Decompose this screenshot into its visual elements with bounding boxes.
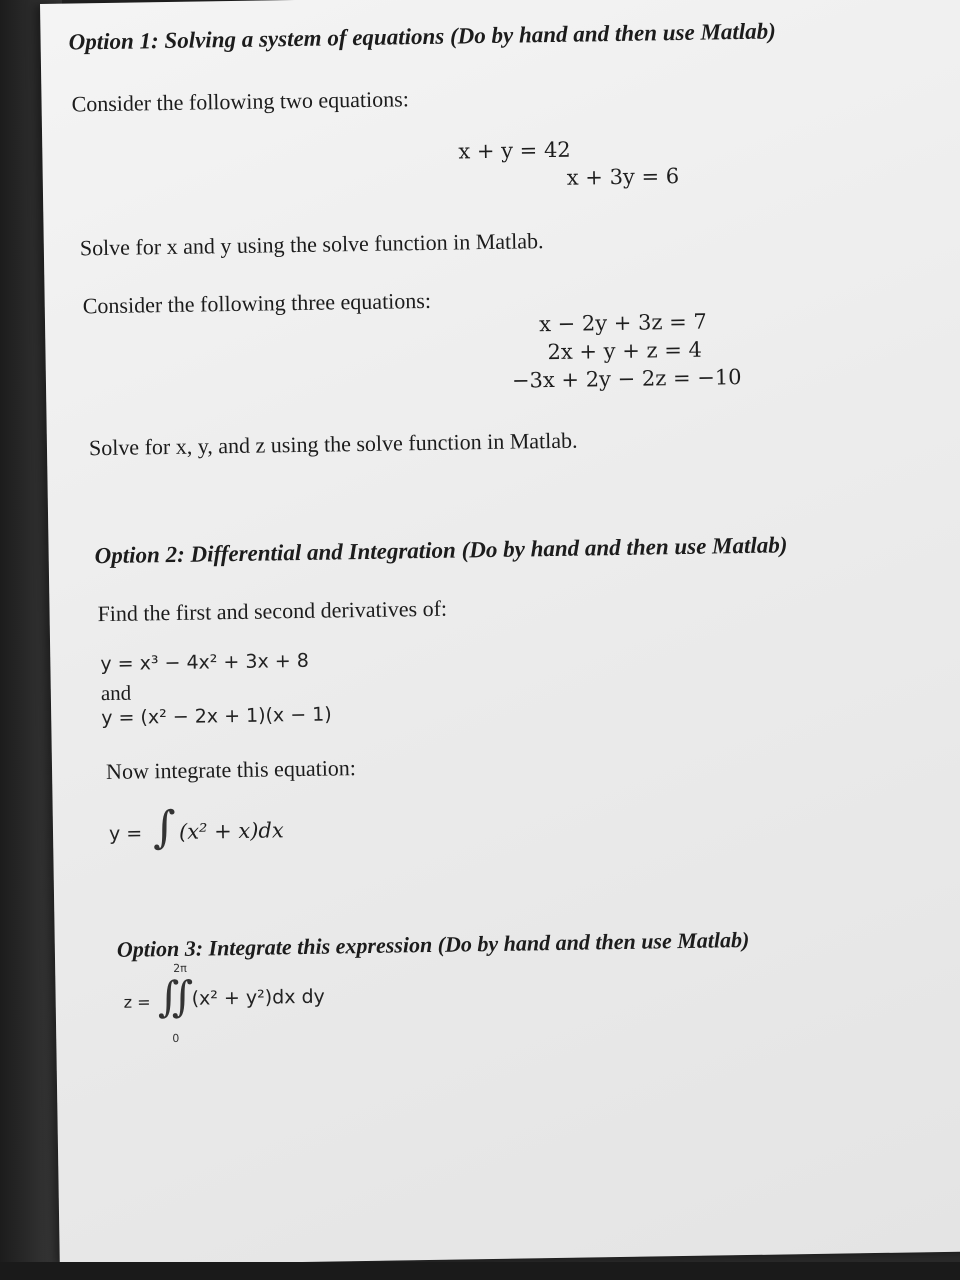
option1-intro-three: Consider the following three equations: [82, 287, 432, 319]
option1-task-three: Solve for x, y, and z using the solve function in Matlab. [88, 427, 578, 461]
option2-integral-lhs: y = [108, 822, 143, 846]
option2-integrate-intro: Now integrate this equation: [105, 755, 357, 785]
option3-lower-limit: 0 [172, 1031, 180, 1046]
option2-intro: Find the first and second derivatives of: [97, 595, 448, 627]
option1-eq4: 2x + y + z = 4 [547, 337, 703, 365]
monitor-bezel-bottom [0, 1262, 960, 1280]
option1-task-two: Solve for x and y using the solve function in Matlab. [79, 228, 544, 261]
option3-lhs: z = [123, 992, 151, 1012]
option3-upper-limit: 2π [173, 961, 187, 976]
option1-intro-two: Consider the following two equations: [71, 86, 410, 117]
option2-integrand: (x² + x)dx [178, 818, 284, 844]
option2-func2: y = (x² − 2x + 1)(x − 1) [101, 703, 332, 730]
option2-heading: Option 2: Differential and Integration (Do by hand and then use Matlab) [94, 532, 788, 569]
option1-eq1: x + y = 42 [458, 137, 571, 164]
document-page [40, 0, 960, 1266]
option1-heading: Option 1: Solving a system of equations (Do by hand and then use Matlab) [68, 18, 777, 55]
option1-eq2: x + 3y = 6 [566, 163, 680, 190]
option3-heading: Option 3: Integrate this expression (Do by hand and then use Matlab) [116, 926, 750, 962]
option1-eq3: x − 2y + 3z = 7 [538, 309, 707, 337]
option2-func1: y = x³ − 4x² + 3x + 8 [100, 649, 310, 676]
option1-eq5: −3x + 2y − 2z = −10 [511, 365, 742, 393]
double-integral-sign-icon: ∬ [157, 971, 194, 1022]
option2-and: and [100, 680, 132, 706]
option3-integrand: (x² + y²)dx dy [191, 985, 326, 1010]
integral-sign-icon: ∫ [152, 801, 177, 854]
